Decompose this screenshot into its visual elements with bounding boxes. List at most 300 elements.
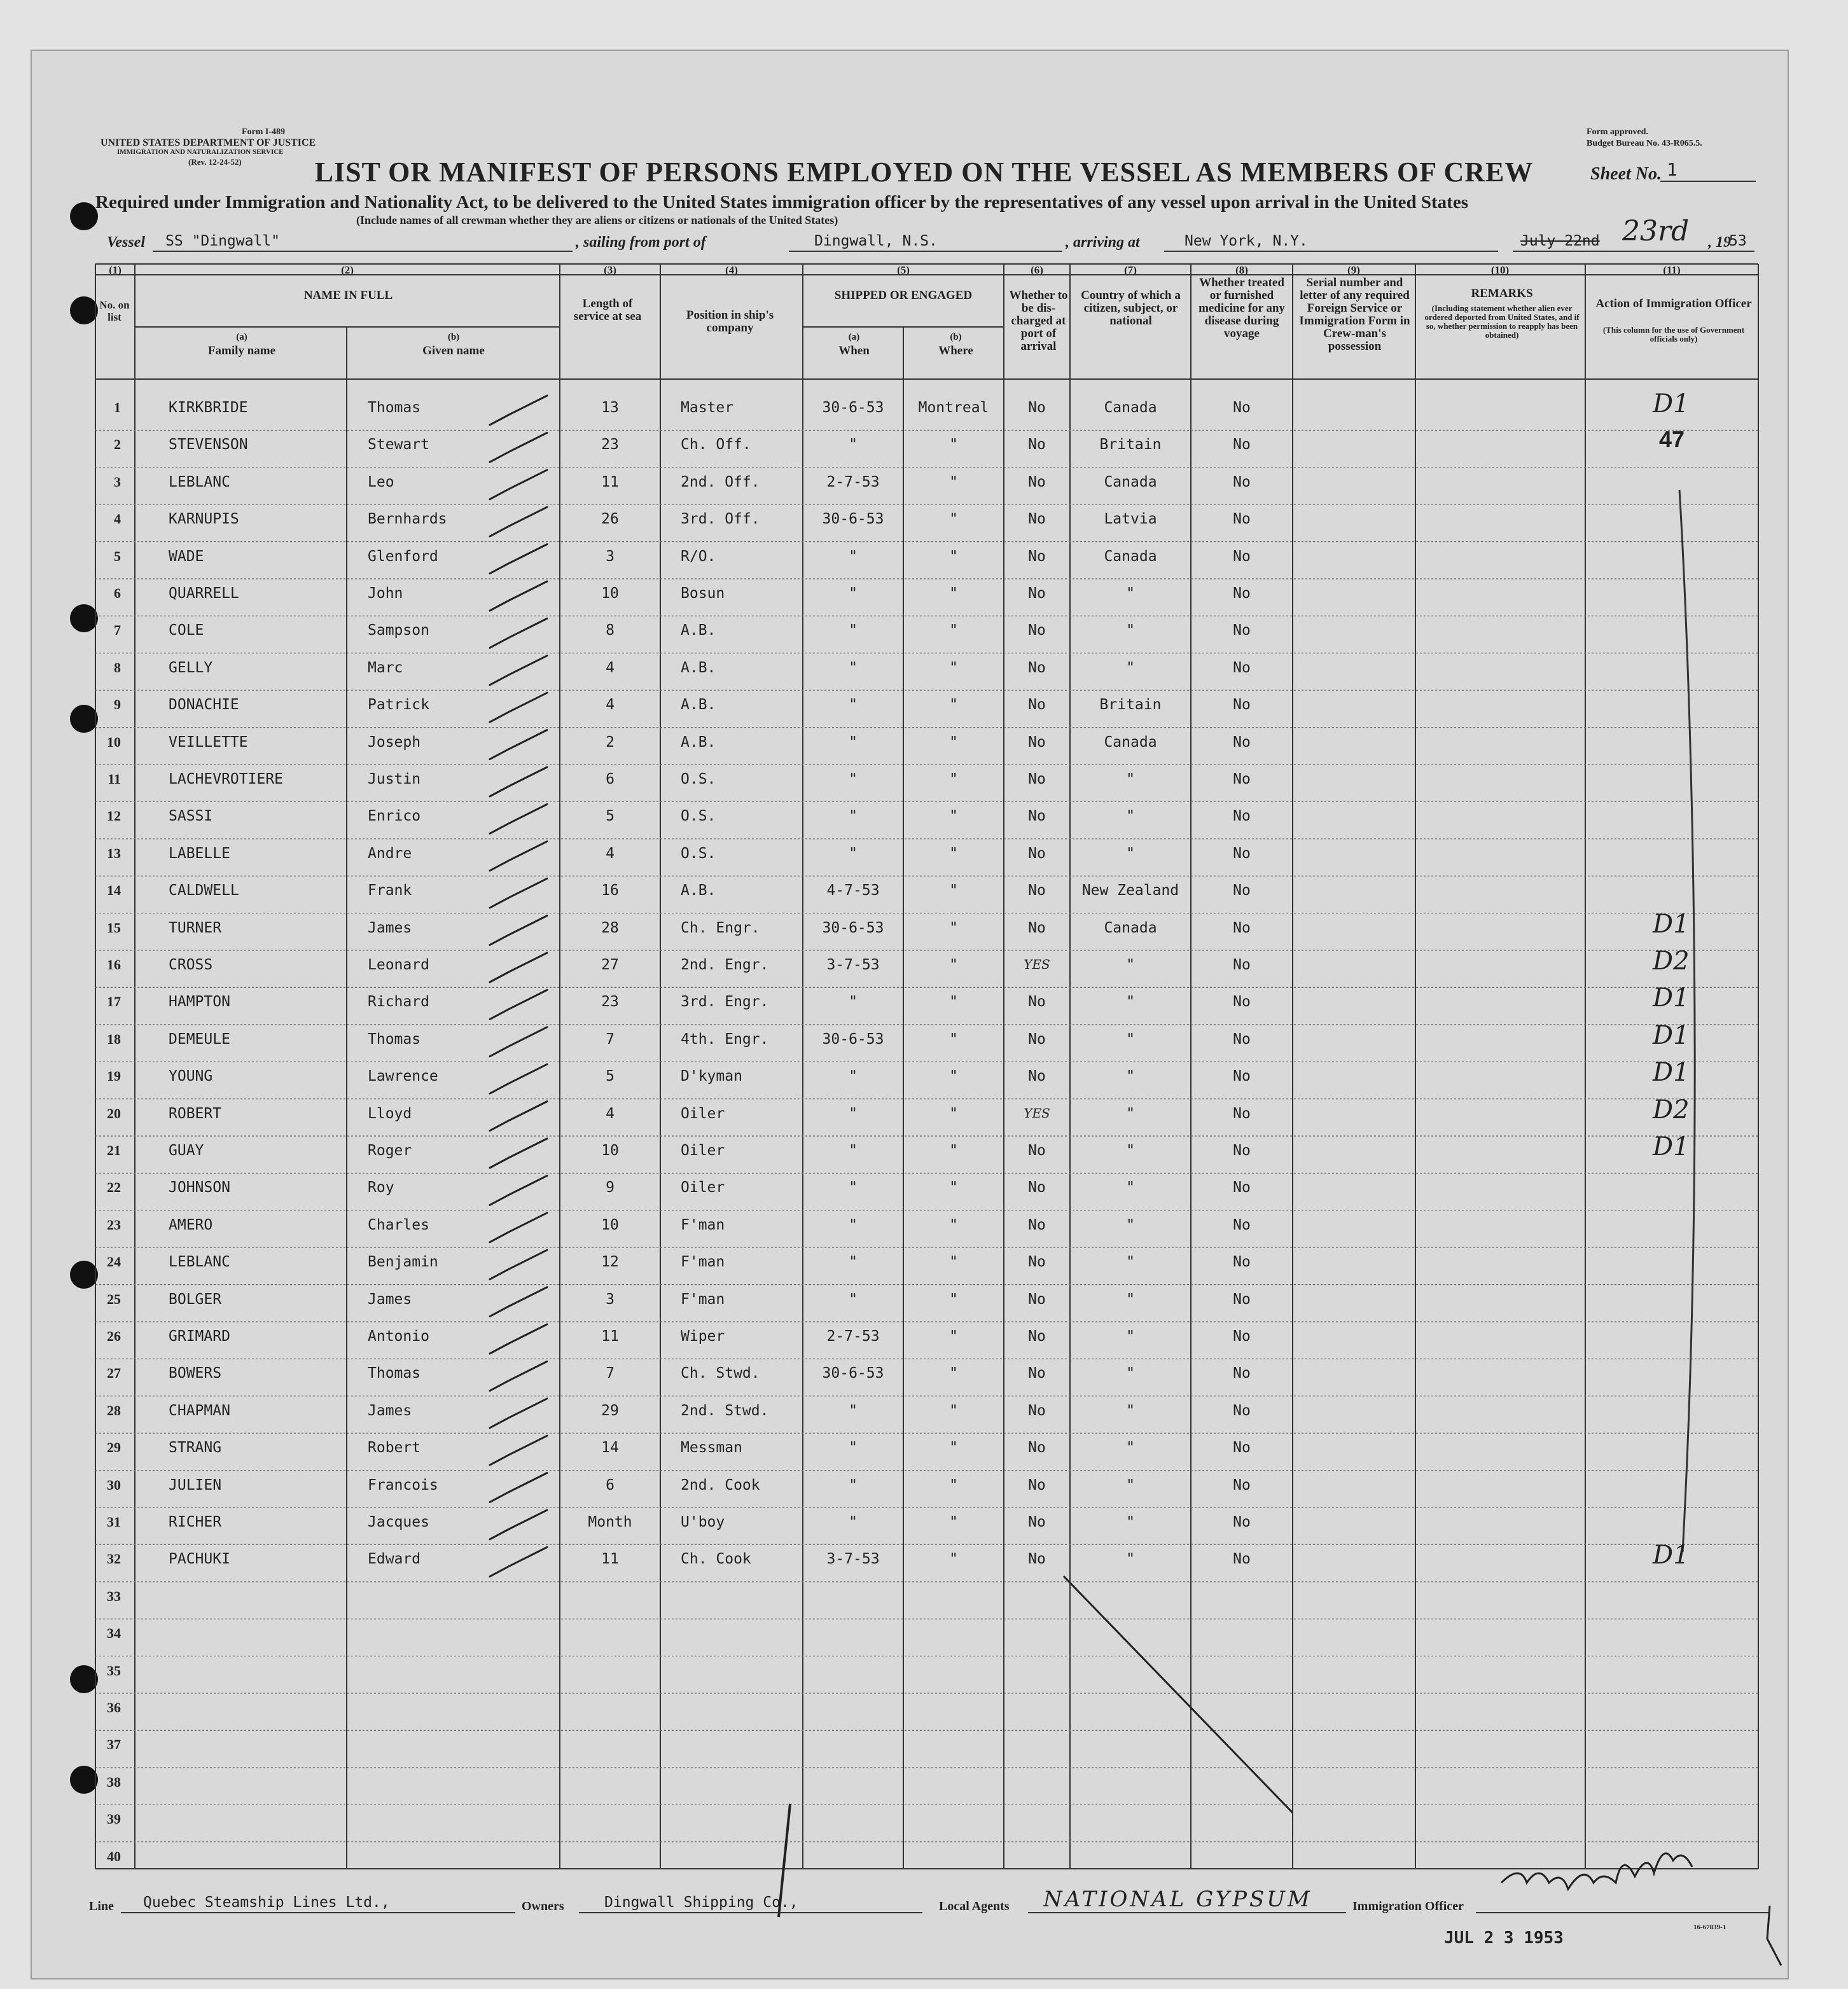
position-cell: Ch. Cook <box>681 1551 751 1568</box>
when-cell: " <box>849 994 858 1011</box>
discharged-cell: No <box>1028 473 1046 490</box>
where-cell: " <box>949 436 958 454</box>
length-cell: 10 <box>601 1216 619 1233</box>
position-cell: 2nd. Stwd. <box>681 1402 769 1419</box>
length-cell: 9 <box>606 1179 615 1196</box>
owners-company: Dingwall Shipping Co., <box>604 1894 798 1911</box>
discharged-cell: No <box>1028 1365 1046 1382</box>
medicine-cell: No <box>1233 399 1251 416</box>
given-name-cell: James <box>368 1402 412 1419</box>
when-cell: " <box>849 696 858 714</box>
row-number: 10 <box>107 733 121 750</box>
length-cell: 5 <box>606 808 615 825</box>
punch-hole <box>70 705 98 733</box>
discharged-cell: No <box>1028 1514 1046 1530</box>
medicine-cell: No <box>1233 919 1251 936</box>
where-cell: " <box>949 919 958 936</box>
where-cell: " <box>949 1514 958 1530</box>
country-cell: " <box>1126 1179 1135 1196</box>
discharged-cell: No <box>1028 436 1046 454</box>
country-cell: " <box>1126 622 1135 639</box>
where-cell: " <box>949 1030 958 1048</box>
vessel-underline <box>153 251 573 252</box>
row-number: 12 <box>107 808 121 824</box>
sheet-number-label: Sheet No. <box>1590 164 1662 184</box>
column-number: (2) <box>341 264 354 276</box>
budget-bureau: Budget Bureau No. 43-R065.5. <box>1587 139 1702 148</box>
where-cell: " <box>949 1551 958 1568</box>
agents-label: Local Agents <box>939 1899 1010 1913</box>
country-cell: " <box>1126 957 1135 973</box>
position-cell: 3rd. Engr. <box>681 994 769 1011</box>
family-name-cell: WADE <box>169 548 204 565</box>
row-number: 38 <box>107 1773 121 1790</box>
discharged-cell: No <box>1028 845 1046 862</box>
medicine-cell: No <box>1233 1030 1251 1048</box>
column-number: (11) <box>1663 264 1681 276</box>
family-name-cell: GUAY <box>169 1142 204 1159</box>
given-name-cell: Roger <box>368 1142 412 1159</box>
agents-underline <box>1028 1912 1346 1913</box>
position-cell: Ch. Stwd. <box>681 1365 760 1382</box>
col-medicine: Whether treated or furnished medicine for any disease during voyage <box>1198 276 1285 340</box>
sheet-underline <box>1660 181 1756 182</box>
when-cell: " <box>849 1068 858 1085</box>
when-cell: " <box>849 1254 858 1271</box>
length-cell: 27 <box>601 957 619 973</box>
length-cell: 23 <box>601 994 619 1011</box>
when-cell: " <box>849 1216 858 1233</box>
punch-hole <box>70 1261 98 1289</box>
col-country: Country of which a citizen, subject, or national <box>1081 289 1181 328</box>
agents-name: NATIONAL GYPSUM <box>1043 1887 1312 1912</box>
where-cell: " <box>949 473 958 490</box>
officer-annotation: D1 <box>1653 909 1690 939</box>
when-cell: 30-6-53 <box>822 919 884 936</box>
col-action-note: (This column for the use of Government officials only) <box>1602 325 1745 343</box>
punch-hole <box>70 296 98 324</box>
row-number: 15 <box>107 919 121 936</box>
row-number: 22 <box>107 1179 121 1196</box>
where-cell: " <box>949 1216 958 1233</box>
country-cell: " <box>1126 994 1135 1011</box>
when-cell: 2-7-53 <box>826 1328 880 1345</box>
punch-hole <box>70 202 98 230</box>
row-number: 24 <box>107 1254 121 1270</box>
length-cell: 6 <box>606 771 615 787</box>
position-cell: A.B. <box>681 733 716 751</box>
row-number: 14 <box>107 882 121 899</box>
position-cell: Bosun <box>681 585 725 602</box>
medicine-cell: No <box>1233 1439 1251 1457</box>
length-cell: 26 <box>601 511 619 528</box>
row-number: 16 <box>107 957 121 973</box>
where-cell: " <box>949 994 958 1011</box>
where-cell: Montreal <box>918 399 989 416</box>
col-family: Family name <box>207 344 276 357</box>
row-number: 17 <box>107 994 121 1010</box>
column-number: (1) <box>109 264 122 276</box>
document-subnote: (Include names of all crewman whether they are aliens or citizens or nationals of the United States) <box>356 214 838 226</box>
length-cell: 4 <box>606 696 615 714</box>
sailing-label: , sailing from port of <box>576 234 706 251</box>
position-cell: 2nd. Cook <box>681 1476 760 1493</box>
family-name-cell: DEMEULE <box>169 1030 230 1048</box>
where-cell: " <box>949 771 958 787</box>
given-name-cell: Leo <box>368 473 394 490</box>
when-cell: 30-6-53 <box>822 1030 884 1048</box>
position-cell: 2nd. Off. <box>681 473 760 490</box>
discharged-cell: No <box>1028 1179 1046 1196</box>
position-cell: 2nd. Engr. <box>681 957 769 973</box>
col-given: Given name <box>422 344 485 357</box>
officer-annotation: D2 <box>1653 946 1690 976</box>
country-cell: " <box>1126 1216 1135 1233</box>
position-cell: A.B. <box>681 882 716 899</box>
family-name-cell: LABELLE <box>169 845 230 862</box>
row-number: 32 <box>107 1551 121 1567</box>
row-number: 18 <box>107 1030 121 1047</box>
officer-annotation: D1 <box>1653 1058 1690 1088</box>
where-cell: " <box>949 957 958 973</box>
given-name-cell: Thomas <box>368 399 421 416</box>
owners-label: Owners <box>522 1899 564 1913</box>
length-cell: 7 <box>606 1030 615 1048</box>
line-underline <box>121 1912 515 1913</box>
discharged-cell: No <box>1028 882 1046 899</box>
discharged-cell: No <box>1028 511 1046 528</box>
discharged-cell: No <box>1028 1291 1046 1308</box>
where-cell: " <box>949 659 958 676</box>
officer-label: Immigration Officer <box>1352 1899 1464 1913</box>
medicine-cell: No <box>1233 585 1251 602</box>
family-name-cell: CALDWELL <box>169 882 239 899</box>
col-where: Where <box>938 344 973 357</box>
column-number: (9) <box>1347 264 1360 276</box>
row-number: 3 <box>114 473 121 490</box>
length-cell: 10 <box>601 1142 619 1159</box>
length-cell: 4 <box>606 845 615 862</box>
where-cell: " <box>949 1365 958 1382</box>
row-number: 2 <box>114 436 121 453</box>
position-cell: 3rd. Off. <box>681 511 760 528</box>
medicine-cell: No <box>1233 1365 1251 1382</box>
medicine-cell: No <box>1233 957 1251 973</box>
sheet-number: 1 <box>1667 159 1678 180</box>
when-cell: " <box>849 1142 858 1159</box>
col-no-on-list: No. on list <box>99 299 130 323</box>
row-number: 36 <box>107 1700 121 1715</box>
where-cell: " <box>949 882 958 899</box>
length-cell: Month <box>588 1514 632 1530</box>
when-cell: " <box>849 659 858 676</box>
position-cell: Oiler <box>681 1142 725 1159</box>
family-name-cell: BOLGER <box>169 1291 222 1308</box>
position-cell: Oiler <box>681 1105 725 1122</box>
date-typed: July 22nd <box>1520 233 1600 249</box>
medicine-cell: No <box>1233 548 1251 565</box>
length-cell: 11 <box>601 1328 619 1345</box>
medicine-cell: No <box>1233 1514 1251 1530</box>
position-cell: O.S. <box>681 845 716 862</box>
when-cell: " <box>849 622 858 639</box>
position-cell: Wiper <box>681 1328 725 1345</box>
given-name-cell: Sampson <box>368 622 429 639</box>
service: IMMIGRATION AND NATURALIZATION SERVICE <box>117 148 284 156</box>
row-number: 27 <box>107 1365 121 1382</box>
arriving-underline <box>1164 251 1498 252</box>
where-cell: " <box>949 548 958 565</box>
discharged-cell: No <box>1028 659 1046 676</box>
country-cell: Canada <box>1104 473 1157 490</box>
family-name-cell: CHAPMAN <box>169 1402 230 1419</box>
sailing-port: Dingwall, N.S. <box>814 233 938 249</box>
given-name-cell: Joseph <box>368 733 421 751</box>
medicine-cell: No <box>1233 696 1251 714</box>
officer-annotation: 47 <box>1659 426 1685 453</box>
position-cell: Ch. Engr. <box>681 919 760 936</box>
row-number: 11 <box>108 771 121 787</box>
country-cell: " <box>1126 1402 1135 1419</box>
medicine-cell: No <box>1233 473 1251 490</box>
where-cell: " <box>949 733 958 751</box>
officer-annotation: D1 <box>1653 1541 1690 1570</box>
family-name-cell: QUARRELL <box>169 585 239 602</box>
when-cell: 30-6-53 <box>822 511 884 528</box>
when-cell: 3-7-53 <box>826 957 880 973</box>
given-name-cell: Charles <box>368 1216 429 1233</box>
column-number: (10) <box>1490 264 1510 276</box>
where-cell: " <box>949 1439 958 1457</box>
when-cell: " <box>849 1514 858 1530</box>
col-remarks-note: (Including statement whether alien ever ordered deported from United States, and if so, whether permission to reapply has been obtained) <box>1424 303 1580 340</box>
position-cell: Oiler <box>681 1179 725 1196</box>
length-cell: 4 <box>606 659 615 676</box>
given-name-cell: Lawrence <box>368 1068 438 1085</box>
country-cell: Britain <box>1099 696 1162 714</box>
medicine-cell: No <box>1233 882 1251 899</box>
discharged-cell: No <box>1028 919 1046 936</box>
form-approved: Form approved. <box>1587 127 1648 137</box>
when-cell: " <box>849 436 858 454</box>
position-cell: F'man <box>681 1291 725 1308</box>
country-cell: " <box>1126 771 1135 787</box>
col-action: Action of Immigration Officer <box>1595 297 1752 310</box>
medicine-cell: No <box>1233 808 1251 825</box>
length-cell: 6 <box>606 1476 615 1493</box>
discharged-cell: No <box>1028 622 1046 639</box>
country-cell: Britain <box>1099 436 1162 454</box>
punch-hole <box>70 1665 98 1693</box>
discharged-cell: No <box>1028 1476 1046 1493</box>
arriving-label: , arriving at <box>1066 234 1140 251</box>
length-cell: 14 <box>601 1439 619 1457</box>
row-number: 21 <box>107 1142 121 1158</box>
given-name-cell: Leonard <box>368 957 429 973</box>
punch-hole <box>70 604 98 632</box>
discharged-cell: No <box>1028 1402 1046 1419</box>
column-number: (5) <box>897 264 910 276</box>
family-name-cell: LEBLANC <box>169 473 230 490</box>
medicine-cell: No <box>1233 1105 1251 1122</box>
officer-annotation: D1 <box>1653 1132 1690 1161</box>
row-number: 26 <box>107 1328 121 1344</box>
position-cell: F'man <box>681 1254 725 1271</box>
when-cell: 30-6-53 <box>822 1365 884 1382</box>
given-name-cell: Edward <box>368 1551 421 1568</box>
when-cell: " <box>849 808 858 825</box>
medicine-cell: No <box>1233 1179 1251 1196</box>
row-number: 29 <box>107 1439 121 1456</box>
medicine-cell: No <box>1233 1328 1251 1345</box>
length-cell: 7 <box>606 1365 615 1382</box>
where-cell: " <box>949 696 958 714</box>
length-cell: 10 <box>601 585 619 602</box>
length-cell: 2 <box>606 733 615 751</box>
discharged-cell: YES <box>1024 1105 1050 1121</box>
when-cell: 30-6-53 <box>822 399 884 416</box>
country-cell: Canada <box>1104 919 1157 936</box>
owners-underline <box>579 1912 922 1913</box>
country-cell: " <box>1126 808 1135 825</box>
row-number: 13 <box>107 845 121 861</box>
family-name-cell: AMERO <box>169 1216 213 1233</box>
medicine-cell: No <box>1233 845 1251 862</box>
family-name-cell: VEILLETTE <box>169 733 248 751</box>
where-cell: " <box>949 622 958 639</box>
col-remarks: REMARKS <box>1471 287 1533 300</box>
medicine-cell: No <box>1233 1216 1251 1233</box>
length-cell: 29 <box>601 1402 619 1419</box>
given-name-cell: Marc <box>368 659 403 676</box>
country-cell: " <box>1126 659 1135 676</box>
when-cell: " <box>849 1476 858 1493</box>
country-cell: " <box>1126 1328 1135 1345</box>
when-cell: " <box>849 1402 858 1419</box>
column-number: (7) <box>1124 264 1137 276</box>
row-number: 35 <box>107 1662 121 1679</box>
discharged-cell: No <box>1028 1216 1046 1233</box>
given-name-cell: Francois <box>368 1476 438 1493</box>
where-cell: " <box>949 1254 958 1271</box>
discharged-cell: No <box>1028 1142 1046 1159</box>
position-cell: Master <box>681 399 734 416</box>
sailing-underline <box>789 251 1062 252</box>
given-name-cell: Andre <box>368 845 412 862</box>
medicine-cell: No <box>1233 1068 1251 1085</box>
where-cell: " <box>949 1291 958 1308</box>
position-cell: A.B. <box>681 659 716 676</box>
officer-underline <box>1476 1912 1768 1913</box>
row-number: 20 <box>107 1105 121 1121</box>
country-cell: " <box>1126 1439 1135 1457</box>
length-cell: 5 <box>606 1068 615 1085</box>
family-name-cell: SASSI <box>169 808 213 825</box>
year-prefix: , 19 <box>1708 234 1731 251</box>
given-name-cell: Patrick <box>368 696 429 714</box>
revision: (Rev. 12-24-52) <box>188 157 242 167</box>
discharged-cell: No <box>1028 733 1046 751</box>
family-name-cell: TURNER <box>169 919 222 936</box>
family-name-cell: JOHNSON <box>169 1179 230 1196</box>
row-number: 30 <box>107 1476 121 1493</box>
family-name-cell: JULIEN <box>169 1476 222 1493</box>
when-cell: 3-7-53 <box>826 1551 880 1568</box>
department: UNITED STATES DEPARTMENT OF JUSTICE <box>101 137 316 148</box>
length-cell: 11 <box>601 473 619 490</box>
column-number: (4) <box>725 264 738 276</box>
line-company: Quebec Steamship Lines Ltd., <box>143 1894 390 1911</box>
punch-hole <box>70 1766 98 1794</box>
where-cell: " <box>949 1068 958 1085</box>
family-name-cell: GELLY <box>169 659 213 676</box>
col-when-sub: (a) <box>848 332 860 342</box>
country-cell: " <box>1126 1254 1135 1271</box>
discharged-cell: No <box>1028 1328 1046 1345</box>
family-name-cell: CROSS <box>169 957 213 973</box>
family-name-cell: STEVENSON <box>169 436 248 454</box>
col-discharged: Whether to be dis-charged at port of arrival <box>1009 289 1068 353</box>
length-cell: 28 <box>601 919 619 936</box>
country-cell: " <box>1126 1365 1135 1382</box>
country-cell: " <box>1126 1514 1135 1530</box>
column-number: (3) <box>604 264 616 276</box>
length-cell: 13 <box>601 399 619 416</box>
length-cell: 16 <box>601 882 619 899</box>
col-where-sub: (b) <box>950 332 962 342</box>
given-name-cell: Thomas <box>368 1365 421 1382</box>
given-name-cell: Lloyd <box>368 1105 412 1122</box>
row-number: 9 <box>114 696 121 713</box>
document-subtitle: Required under Immigration and Nationality Act, to be delivered to the United States immigration officer by the representatives of any vessel upon arrival in the United States <box>95 192 1468 212</box>
col-family-sub: (a) <box>236 332 247 342</box>
row-number: 8 <box>114 659 121 676</box>
country-cell: " <box>1126 1030 1135 1048</box>
length-cell: 12 <box>601 1254 619 1271</box>
discharged-cell: No <box>1028 548 1046 565</box>
family-name-cell: KARNUPIS <box>169 511 239 528</box>
country-cell: Latvia <box>1104 511 1157 528</box>
where-cell: " <box>949 1105 958 1122</box>
col-name-in-full: NAME IN FULL <box>303 289 393 302</box>
position-cell: F'man <box>681 1216 725 1233</box>
where-cell: " <box>949 1402 958 1419</box>
when-cell: " <box>849 1105 858 1122</box>
col-position: Position in ship's company <box>686 308 774 335</box>
date-handwritten: 23rd <box>1622 215 1690 247</box>
country-cell: " <box>1126 845 1135 862</box>
medicine-cell: No <box>1233 1254 1251 1271</box>
line-label: Line <box>89 1899 114 1913</box>
discharged-cell: No <box>1028 399 1046 416</box>
given-name-cell: Antonio <box>368 1328 429 1345</box>
position-cell: R/O. <box>681 548 716 565</box>
country-cell: " <box>1126 1142 1135 1159</box>
position-cell: Ch. Off. <box>681 436 751 454</box>
when-cell: " <box>849 771 858 787</box>
family-name-cell: LEBLANC <box>169 1254 230 1271</box>
col-shipped: SHIPPED OR ENGAGED <box>834 289 973 302</box>
medicine-cell: No <box>1233 1476 1251 1493</box>
year: 53 <box>1729 233 1747 249</box>
when-cell: " <box>849 1179 858 1196</box>
position-cell: A.B. <box>681 622 716 639</box>
family-name-cell: KIRKBRIDE <box>169 399 248 416</box>
family-name-cell: PACHUKI <box>169 1551 230 1568</box>
given-name-cell: John <box>368 585 403 602</box>
row-number: 31 <box>107 1514 121 1530</box>
vessel-name: SS "Dingwall" <box>165 233 281 249</box>
